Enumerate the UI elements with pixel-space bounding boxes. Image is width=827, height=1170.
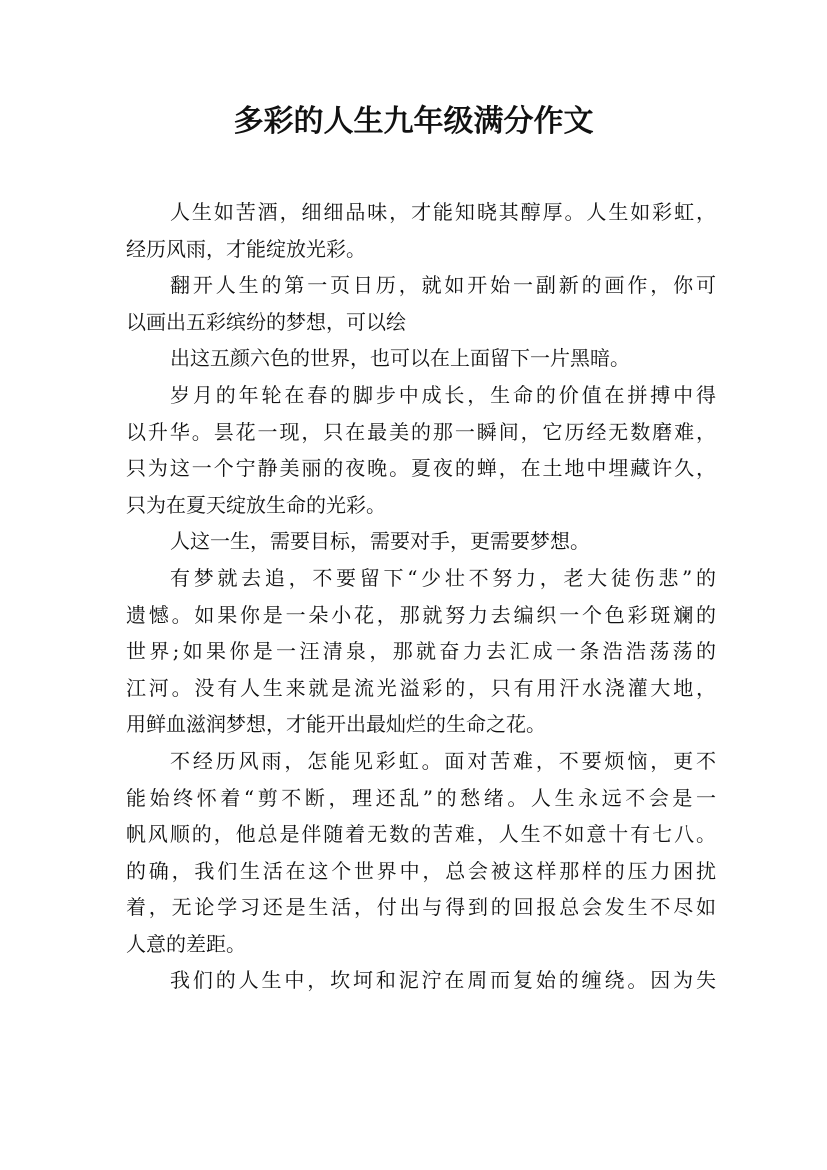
text-line: 用鲜血滋润梦想，才能开出最灿烂的生命之花。 xyxy=(126,712,546,737)
text-line: 人生如苦酒，细细品味，才能知晓其醇厚。人生如彩虹， xyxy=(170,200,716,224)
text-line: 人意的差距。 xyxy=(126,931,246,956)
text-line: 江河。没有人生来就是流光溢彩的，只有用汗水浇灌大地， xyxy=(126,675,716,700)
text-line: 岁月的年轮在春的脚步中成长，生命的价值在拼搏中得 xyxy=(170,382,716,407)
document-body xyxy=(126,194,716,999)
text-line: 翻开人生的第一页日历，就如开始一副新的画作，你可 xyxy=(170,273,716,298)
text-line: 只为在夏天绽放生命的光彩。 xyxy=(126,492,386,517)
text-line: 的确，我们生活在这个世界中，总会被这样那样的压力困扰 xyxy=(126,858,716,883)
text-line: 以画出五彩缤纷的梦想，可以绘 xyxy=(126,309,406,334)
text-line: 有梦就去追，不要留下“少壮不努力，老大徒伤悲”的 xyxy=(170,565,716,590)
text-line: 出这五颜六色的世界，也可以在上面留下一片黑暗。 xyxy=(170,346,630,371)
text-line: 世界;如果你是一汪清泉，那就奋力去汇成一条浩浩荡荡的 xyxy=(126,639,716,664)
text-line: 帆风顺的，他总是伴随着无数的苦难，人生不如意十有七八。 xyxy=(126,822,716,847)
text-line: 不经历风雨，怎能见彩虹。面对苦难，不要烦恼，更不 xyxy=(170,748,716,773)
text-line: 着，无论学习还是生活，付出与得到的回报总会发生不尽如 xyxy=(126,895,716,920)
text-line: 只为这一个宁静美丽的夜晚。夏夜的蝉，在土地中埋藏许久， xyxy=(126,456,716,481)
text-line: 以升华。昙花一现，只在最美的那一瞬间，它历经无数磨难， xyxy=(126,419,716,444)
text-line: 能始终怀着“剪不断，理还乱”的愁绪。人生永远不会是一 xyxy=(126,785,716,810)
text-line: 人这一生，需要目标，需要对手，更需要梦想。 xyxy=(170,529,590,554)
document-title: 多彩的人生九年级满分作文 xyxy=(233,104,594,139)
text-line: 经历风雨，才能绽放光彩。 xyxy=(126,236,366,261)
text-line: 遗憾。如果你是一朵小花，那就努力去编织一个色彩斑斓的 xyxy=(126,602,716,627)
text-line: 我们的人生中，坎坷和泥泞在周而复始的缠绕。因为失 xyxy=(170,968,716,993)
